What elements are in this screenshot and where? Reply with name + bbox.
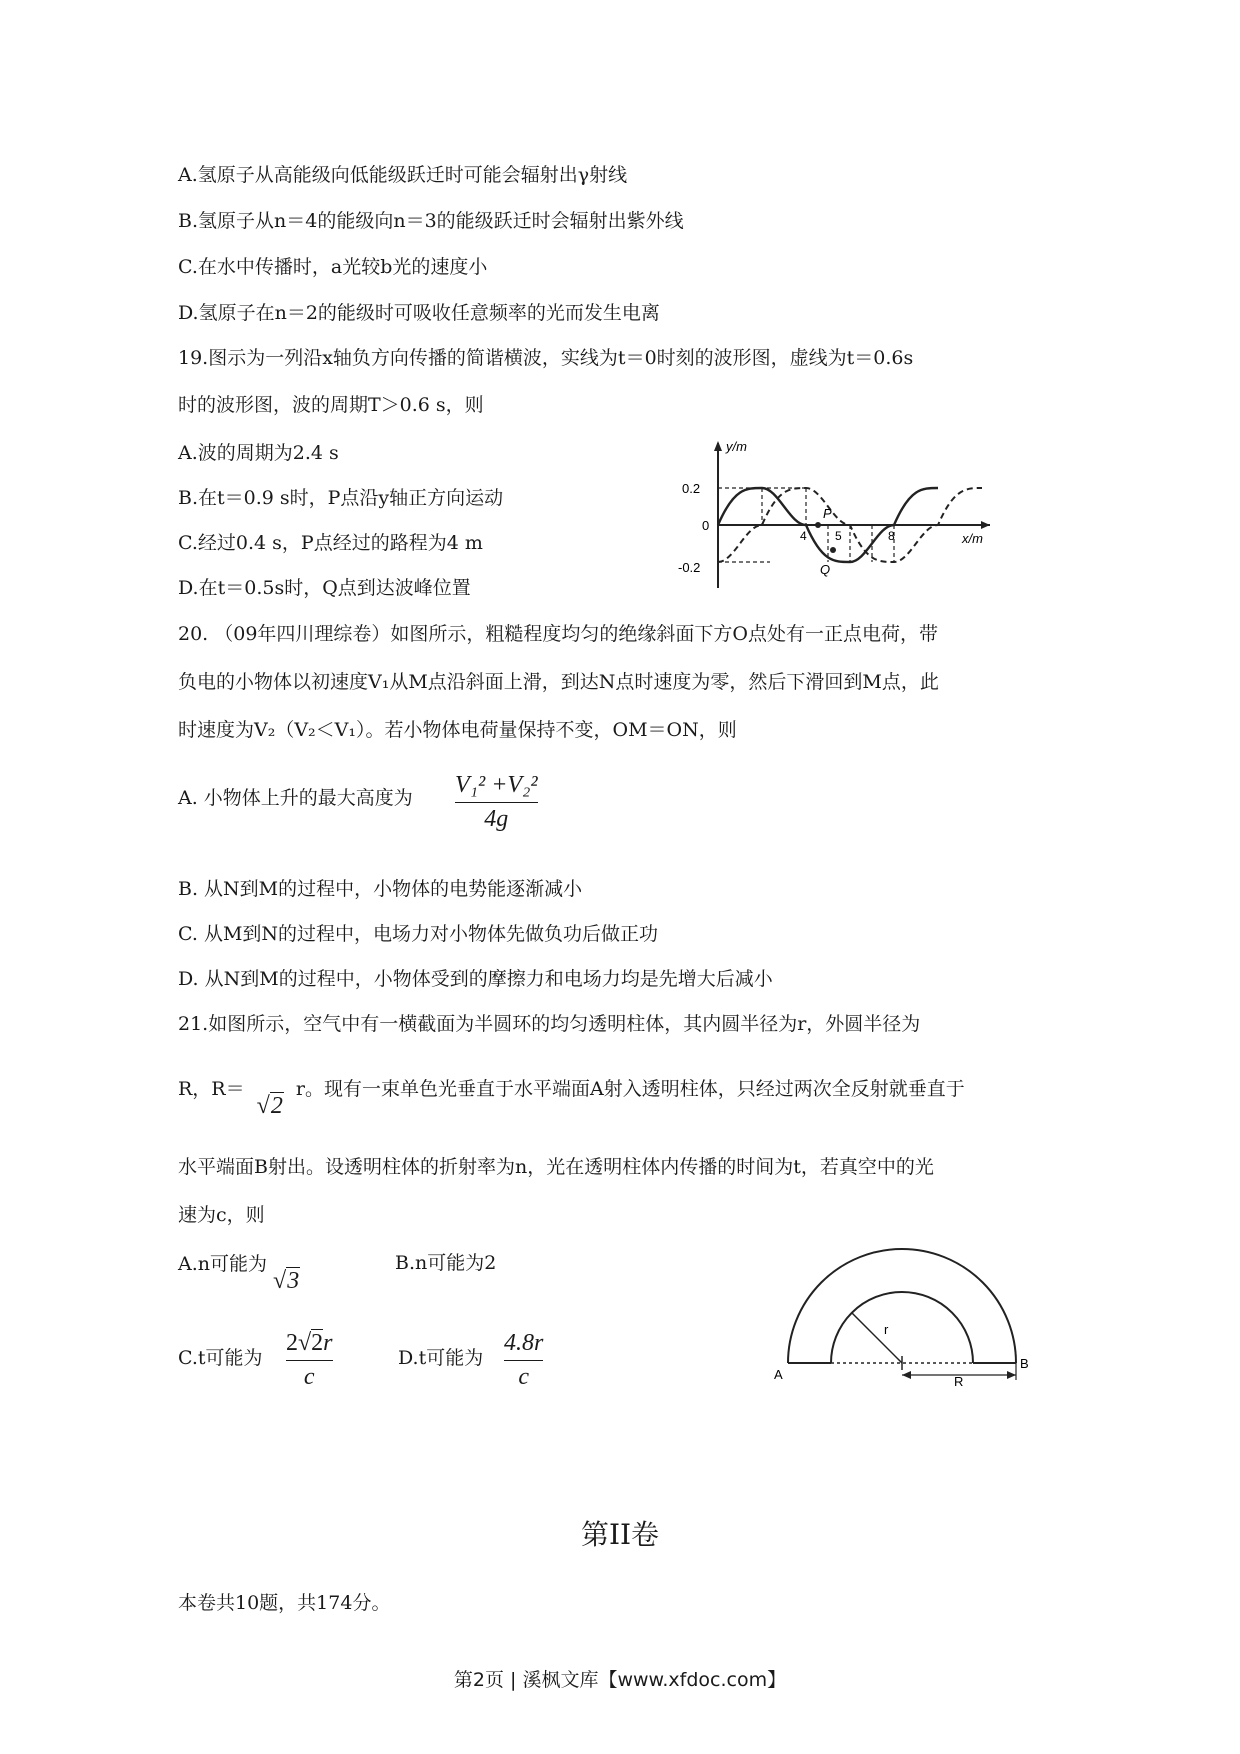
wave-x-arrow <box>981 521 990 529</box>
q18-option-b: B.氢原子从n＝4的能级向n＝3的能级跃迁时会辐射出紫外线 <box>178 210 684 232</box>
q19-option-b: B.在t＝0.9 s时，P点沿y轴正方向运动 <box>178 487 504 509</box>
q18-option-c: C.在水中传播时，a光较b光的速度小 <box>178 256 488 278</box>
q20-option-a-numerator: V₁² +V₂² <box>455 772 538 798</box>
q20-option-b: B. 从N到M的过程中，小物体的电势能逐渐减小 <box>178 878 583 900</box>
wave-y-tick-zero: 0 <box>702 518 710 533</box>
q21-option-a-sqrt: √3 <box>273 1268 300 1294</box>
q19-option-c: C.经过0.4 s，P点经过的路程为4 m <box>178 532 483 554</box>
semicircle-ring-figure <box>770 1238 1030 1388</box>
q21-option-c-fraction <box>286 1330 333 1391</box>
ring-label-a: A <box>774 1367 783 1382</box>
page-footer: 第2页 | 溪枫文库【www.xfdoc.com】 <box>453 1669 787 1691</box>
wave-point-q <box>830 547 836 553</box>
q21-option-d-fraction <box>504 1330 543 1391</box>
wave-point-p <box>815 522 821 528</box>
wave-y-tick-bottom: -0.2 <box>678 560 701 575</box>
q20-option-c: C. 从M到N的过程中，电场力对小物体先做负功后做正功 <box>178 923 659 945</box>
q21-option-a-text: A.n可能为 <box>178 1253 267 1275</box>
q19-stem-line1: 19.图示为一列沿x轴负方向传播的简谐横波，实线为t＝0时刻的波形图，虚线为t＝0.6s <box>178 347 914 369</box>
q19-option-a: A.波的周期为2.4 s <box>178 442 339 464</box>
q18-option-d: D.氢原子在n＝2的能级时可吸收任意频率的光而发生电离 <box>178 302 660 324</box>
q21-stem-line4: 速为c，则 <box>178 1204 265 1226</box>
q21-option-c-numerator: 2√2r <box>286 1330 333 1356</box>
section-title: 第II卷 <box>580 1518 660 1551</box>
q21-option-a <box>178 1250 300 1294</box>
q21-option-b: B.n可能为2 <box>395 1252 497 1274</box>
q21-stem-line1: 21.如图所示，空气中有一横截面为半圆环的均匀透明柱体，其内圆半径为r，外圆半径为 <box>178 1013 921 1035</box>
wave-x-axis-label: x/m <box>962 531 983 546</box>
ring-outer-arc <box>788 1249 1016 1363</box>
wave-figure <box>670 438 990 598</box>
section-note: 本卷共10题，共174分。 <box>178 1592 391 1614</box>
ring-R-arrow-left <box>902 1371 911 1379</box>
wave-label-q: Q <box>820 562 831 577</box>
ring-R-arrow-right <box>1007 1371 1016 1379</box>
q19-stem-line2: 时的波形图，波的周期T＞0.6 s，则 <box>178 394 484 416</box>
q21-stem-r-eq: R，R＝ <box>178 1078 245 1100</box>
q21-option-c-denominator: c <box>303 1364 315 1390</box>
ring-label-r: r <box>884 1322 889 1337</box>
ring-inner-arc <box>831 1292 973 1363</box>
q20-option-d: D. 从N到M的过程中，小物体受到的摩擦力和电场力均是先增大后减小 <box>178 968 773 990</box>
q20-stem-line2: 负电的小物体以初速度V₁从M点沿斜面上滑，到达N点时速度为零，然后下滑回到M点，此 <box>178 671 939 693</box>
wave-y-arrow <box>714 441 722 451</box>
ring-label-b: B <box>1020 1356 1029 1371</box>
q21-option-d-numerator: 4.8r <box>504 1330 544 1356</box>
q21-stem-line2 <box>178 1075 965 1119</box>
wave-x-tick-8: 8 <box>888 529 895 543</box>
q21-sqrt2: √2 <box>256 1093 283 1119</box>
wave-x-tick-4: 4 <box>800 529 807 543</box>
q19-option-d: D.在t＝0.5s时，Q点到达波峰位置 <box>178 577 471 599</box>
q20-option-a-text: A. 小物体上升的最大高度为 <box>178 787 413 809</box>
wave-y-tick-top: 0.2 <box>682 481 701 496</box>
q21-option-c-text: C.t可能为 <box>178 1347 263 1369</box>
q20-option-a-fraction <box>455 772 538 833</box>
q20-stem-line3: 时速度为V₂（V₂＜V₁）。若小物体电荷量保持不变，OM＝ON，则 <box>178 719 737 741</box>
wave-y-axis-label: y/m <box>726 439 747 454</box>
q20-stem-line1: 20. （09年四川理综卷）如图所示，粗糙程度均匀的绝缘斜面下方O点处有一正点电荷，带 <box>178 623 939 645</box>
q21-stem-line2-rest: r。现有一束单色光垂直于水平端面A射入透明柱体，只经过两次全反射就垂直于 <box>295 1078 965 1100</box>
wave-x-tick-5: 5 <box>835 529 842 543</box>
q21-stem-line3: 水平端面B射出。设透明柱体的折射率为n，光在透明柱体内传播的时间为t，若真空中的光 <box>178 1156 934 1178</box>
q18-option-a: A.氢原子从高能级向低能级跃迁时可能会辐射出γ射线 <box>178 164 628 186</box>
wave-label-p: P <box>823 506 832 521</box>
q21-option-d-text: D.t可能为 <box>398 1347 484 1369</box>
ring-label-R: R <box>954 1374 964 1389</box>
q20-option-a-denominator: 4g <box>484 806 509 832</box>
ring-radius-r <box>852 1313 902 1363</box>
q21-option-d-denominator: c <box>518 1364 529 1390</box>
